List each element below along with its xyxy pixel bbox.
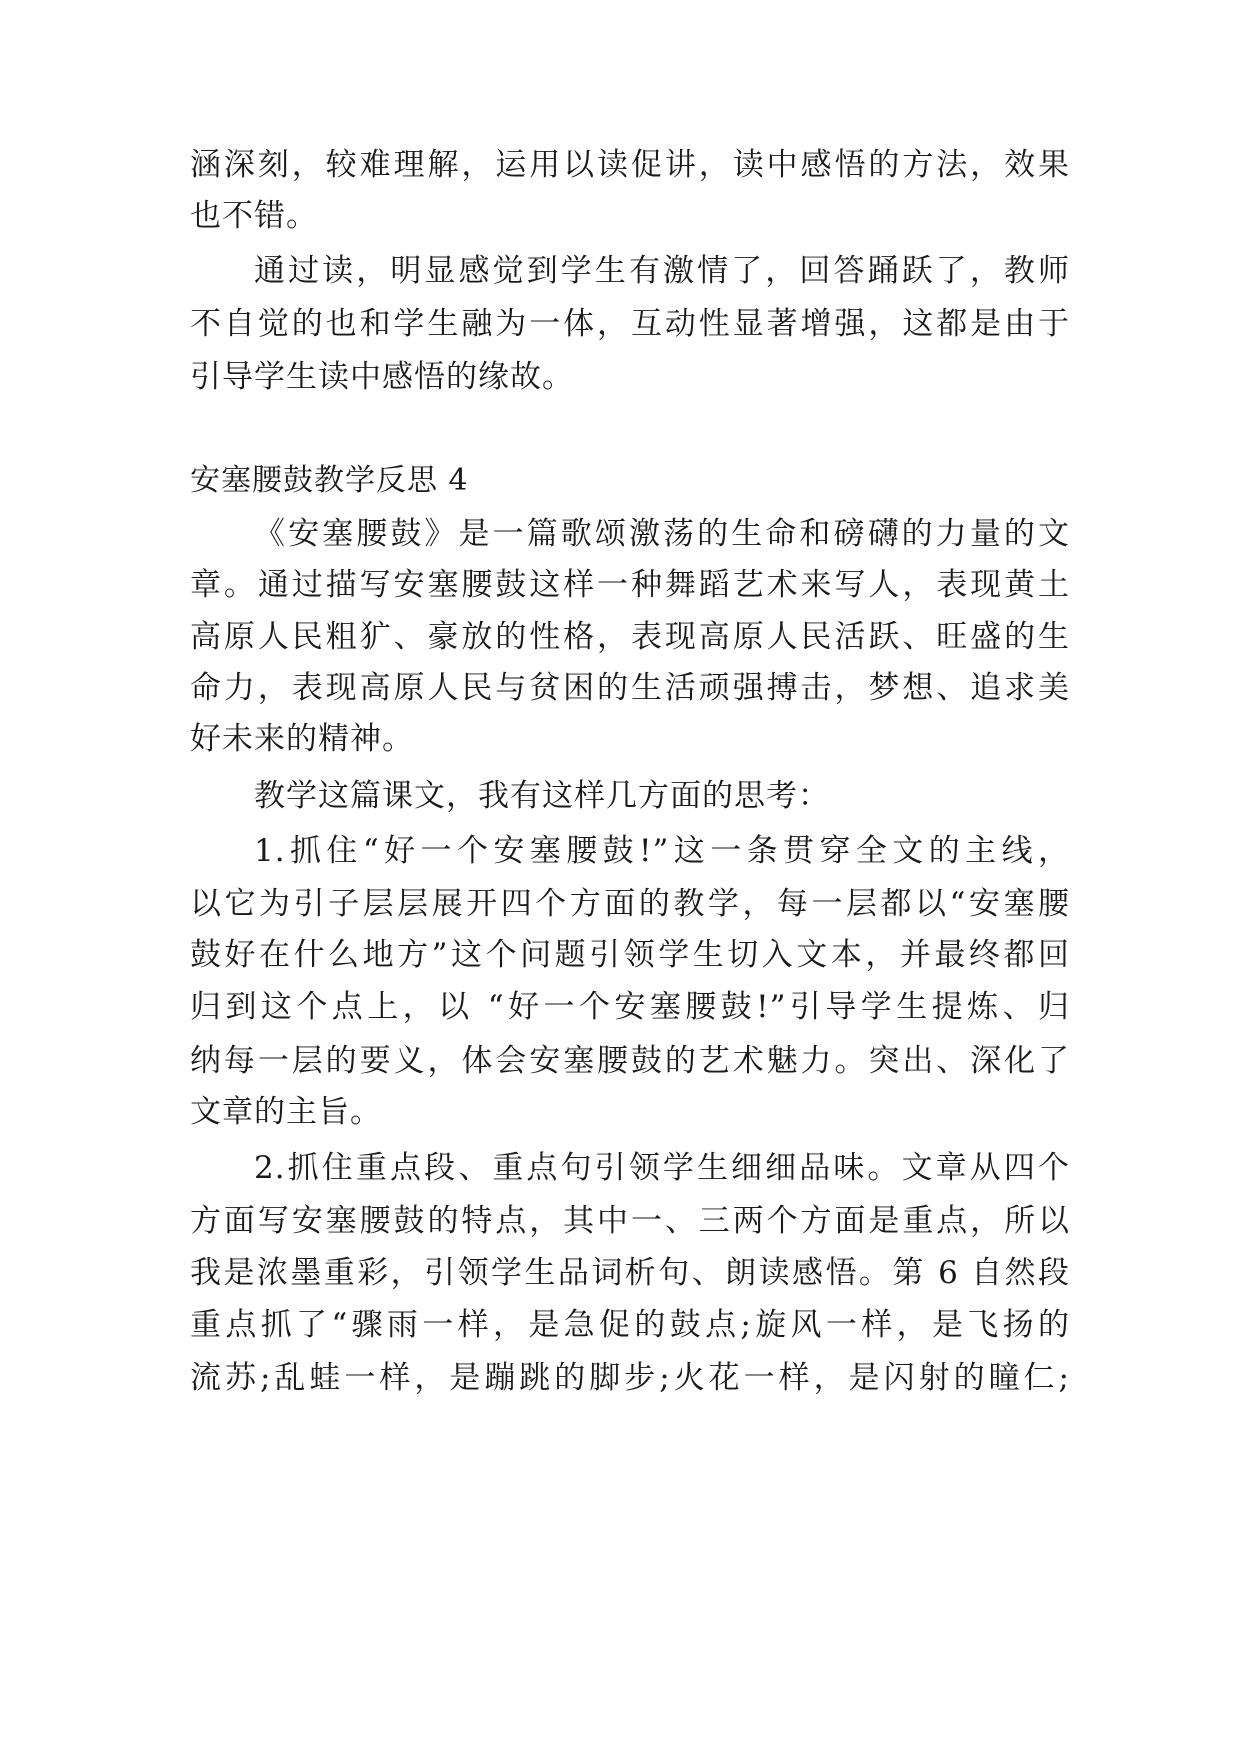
para6-line-4: 重点抓了“骤雨一样，是急促的鼓点;旋风一样，是飞扬的 [190, 1307, 1070, 1343]
para3-line-1: 《安塞腰鼓》是一篇歌颂激荡的生命和磅礴的力量的文 [254, 516, 1070, 552]
para3-line-3: 高原人民粗犷、豪放的性格，表现高原人民活跃、旺盛的生 [190, 619, 1070, 655]
para2-line-1: 通过读，明显感觉到学生有激情了，回答踊跃了，教师 [254, 253, 1070, 289]
para3-line-5: 好未来的精神。 [190, 721, 414, 757]
para5-line-6: 文章的主旨。 [190, 1094, 382, 1130]
para5-line-5: 纳每一层的要义，体会安塞腰鼓的艺术魅力。突出、深化了 [190, 1043, 1070, 1079]
para1-line-1: 涵深刻，较难理解，运用以读促讲，读中感悟的方法，效果 [190, 147, 1070, 183]
section-heading: 安塞腰鼓教学反思 4 [190, 463, 469, 498]
para6-line-2: 方面写安塞腰鼓的特点，其中一、三两个方面是重点，所以 [190, 1203, 1070, 1239]
para6-line-1: 2.抓住重点段、重点句引领学生细细品味。文章从四个 [254, 1150, 1070, 1186]
para3-line-2: 章。通过描写安塞腰鼓这样一种舞蹈艺术来写人，表现黄土 [190, 567, 1070, 603]
para5-line-3: 鼓好在什么地方”这个问题引领学生切入文本，并最终都回 [190, 937, 1070, 973]
para1-line-2: 也不错。 [190, 198, 318, 234]
para5-line-4: 归到这个点上，以 “好一个安塞腰鼓!”引导学生提炼、归 [190, 989, 1070, 1025]
para2-line-2: 不自觉的也和学生融为一体，互动性显著增强，这都是由于 [190, 306, 1070, 342]
para5-line-1: 1.抓住“好一个安塞腰鼓!”这一条贯穿全文的主线， [254, 833, 1070, 869]
para4-line-1: 教学这篇课文，我有这样几方面的思考： [254, 778, 830, 814]
para3-line-4: 命力，表现高原人民与贫困的生活顽强搏击，梦想、追求美 [190, 670, 1070, 706]
para6-line-5: 流苏;乱蛙一样，是蹦跳的脚步;火花一样，是闪射的瞳仁; [190, 1360, 1070, 1396]
para6-line-3: 我是浓墨重彩，引领学生品词析句、朗读感悟。第 6 自然段 [190, 1255, 1070, 1291]
para2-line-3: 引导学生读中感悟的缘故。 [190, 359, 574, 395]
para5-line-2: 以它为引子层层展开四个方面的教学，每一层都以“安塞腰 [190, 886, 1070, 922]
